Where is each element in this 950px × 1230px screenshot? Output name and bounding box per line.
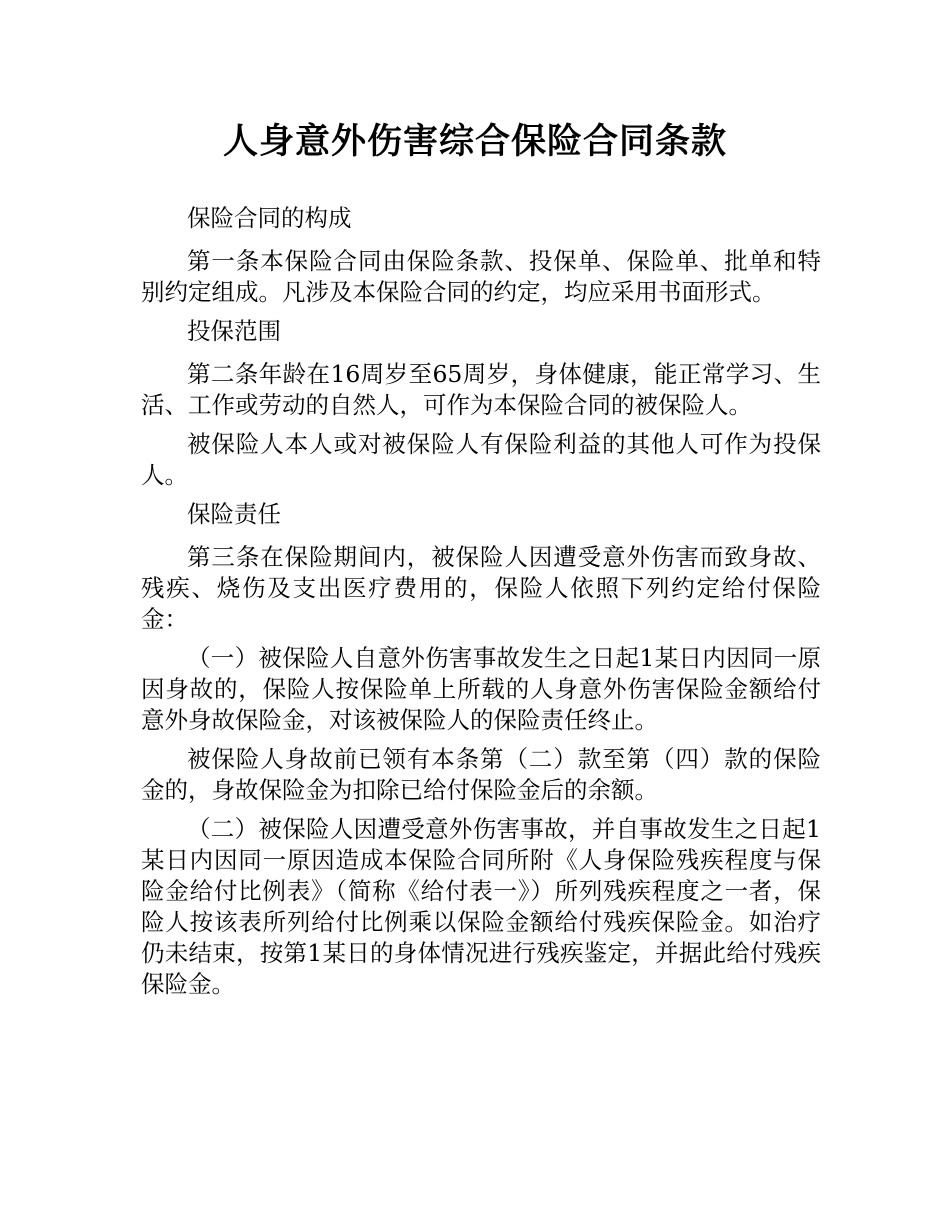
clause-2-paragraph: （二）被保险人因遭受意外伤害事故，并自事故发生之日起1某日内因同一原因造成本保险合同所附《人身保险残疾程度与保险金给付比例表》（简称《给付表一》）所列残疾程度之一者，保险人按该表所列给付比例乘以保险金额给付残疾保险金。如治疗仍未结束，按第1某日的身体情况进行残疾鉴定，并据此给付残疾保险金。 — [141, 815, 821, 998]
article-3-paragraph: 第三条在保险期间内，被保险人因遭受意外伤害而致身故、残疾、烧伤及支出医疗费用的，保险人依照下列约定给付保险金： — [141, 543, 821, 633]
policyholder-paragraph: 被保险人本人或对被保险人有保险利益的其他人可作为投保人。 — [141, 430, 821, 489]
document-body — [141, 203, 821, 1008]
section-heading-scope: 投保范围 — [187, 317, 281, 345]
section-heading-composition: 保险合同的构成 — [187, 204, 352, 232]
article-2-paragraph: 第二条年龄在16周岁至65周岁，身体健康，能正常学习、生活、工作或劳动的自然人，可作为本保险合同的被保险人。 — [141, 360, 821, 419]
section-heading-liability: 保险责任 — [187, 500, 281, 528]
death-benefit-deduction-paragraph: 被保险人身故前已领有本条第（二）款至第（四）款的保险金的，身故保险金为扣除已给付保险金后的余额。 — [141, 745, 821, 804]
clause-1-paragraph: （一）被保险人自意外伤害事故发生之日起1某日内因同一原因身故的，保险人按保险单上所载的人身意外伤害保险金额给付意外身故保险金，对该被保险人的保险责任终止。 — [141, 644, 821, 734]
article-1-paragraph: 第一条本保险合同由保险条款、投保单、保险单、批单和特别约定组成。凡涉及本保险合同的约定，均应采用书面形式。 — [141, 247, 821, 306]
page-title: 人身意外伤害综合保险合同条款 — [222, 122, 727, 162]
